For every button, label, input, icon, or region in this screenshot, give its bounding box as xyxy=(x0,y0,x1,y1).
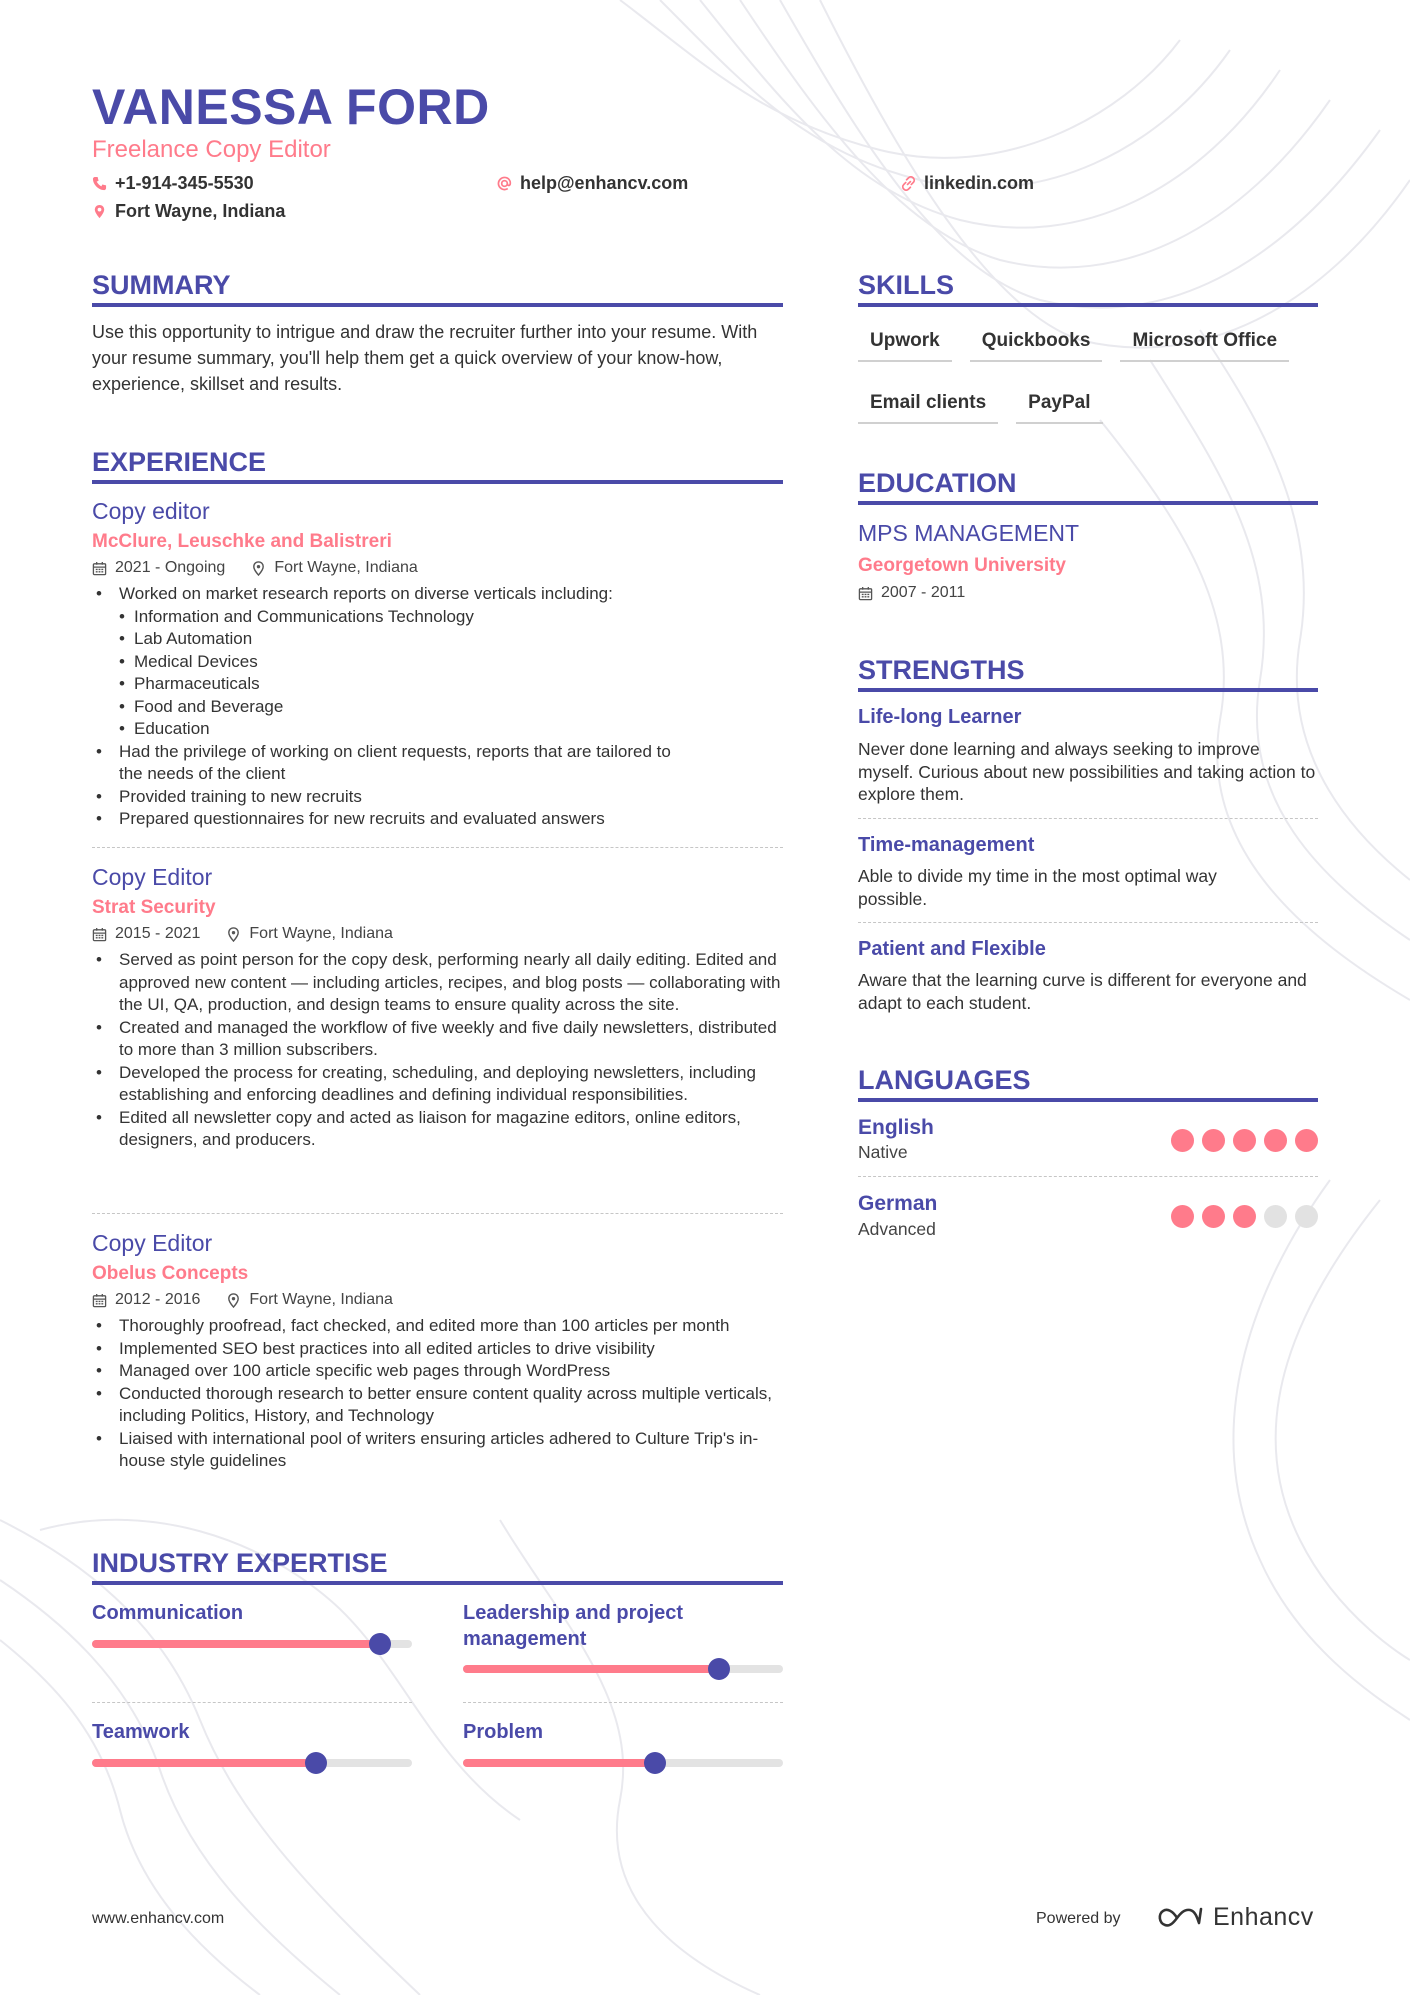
phone-number: +1-914-345-5530 xyxy=(115,173,254,193)
job-role: Copy Editor xyxy=(92,864,213,890)
list-item: • Served as point person for the copy desk, performing nearly all daily editing. Edited and approved new content — including articles, recipes, and blog posts — collaborating with the UI, QA, production, and design teams to ensure quality across the site. xyxy=(92,949,782,1017)
experience-entry xyxy=(92,1230,792,1473)
education-meta xyxy=(858,584,965,602)
job-dates: 2012 - 2016 xyxy=(115,1291,201,1308)
skill-tag: Quickbooks xyxy=(970,330,1103,362)
phone-contact[interactable] xyxy=(92,173,254,194)
candidate-title: Freelance Copy Editor xyxy=(92,136,331,163)
rating-dot xyxy=(1264,1205,1287,1228)
expertise-fill xyxy=(463,1665,719,1673)
strength-title: Patient and Flexible xyxy=(858,938,1046,960)
expertise-label: Leadership and project management xyxy=(463,1602,684,1650)
strength-title: Time-management xyxy=(858,834,1035,856)
skill-tag: Upwork xyxy=(858,330,952,362)
list-item: • Provided training to new recruits xyxy=(92,786,782,809)
education-dates: 2007 - 2011 xyxy=(881,584,966,601)
location-pin-icon xyxy=(226,1293,241,1308)
skill-tag: PayPal xyxy=(1016,392,1102,424)
footer-brand[interactable] xyxy=(1155,1903,1314,1932)
divider xyxy=(92,1213,783,1214)
experience-entry xyxy=(92,864,792,1152)
enhancv-logo-icon xyxy=(1155,1905,1203,1931)
language-rating xyxy=(1171,1205,1318,1228)
calendar-icon xyxy=(92,1293,107,1308)
job-bullets xyxy=(92,583,782,831)
footer-website[interactable]: www.enhancv.com xyxy=(92,1910,225,1927)
language-name: English xyxy=(858,1116,934,1139)
list-item: • Education xyxy=(119,718,782,741)
list-item: • Implemented SEO best practices into all edited articles to drive visibility xyxy=(92,1338,787,1361)
rating-dot xyxy=(1171,1129,1194,1152)
education-heading: EDUCATION xyxy=(858,468,1318,505)
list-item: • Information and Communications Technology xyxy=(119,606,782,629)
language-level: Native xyxy=(858,1142,908,1162)
strength-text: Able to divide my time in the most optimal way possible. xyxy=(858,866,1217,909)
expertise-label: Problem xyxy=(463,1721,544,1743)
list-item: • Edited all newsletter copy and acted as liaison for magazine editors, online editors, designers, and producers. xyxy=(92,1107,782,1152)
education-degree: MPS MANAGEMENT xyxy=(858,520,1080,546)
list-item: • Developed the process for creating, scheduling, and deploying newsletters, including establishing and enforcing deadlines and defining individual responsibilities. xyxy=(92,1062,782,1107)
list-item: • Pharmaceuticals xyxy=(119,673,782,696)
experience-entry xyxy=(92,498,792,831)
strengths-heading: STRENGTHS xyxy=(858,655,1318,692)
industry-expertise-heading: INDUSTRY EXPERTISE xyxy=(92,1548,783,1585)
divider xyxy=(858,922,1318,923)
calendar-icon xyxy=(858,586,873,601)
skill-tag: Microsoft Office xyxy=(1120,330,1289,362)
expertise-slider[interactable] xyxy=(463,1759,783,1767)
expertise-slider[interactable] xyxy=(463,1665,783,1673)
divider xyxy=(92,1702,412,1703)
job-dates: 2021 - Ongoing xyxy=(115,559,226,576)
email-address: help@enhancv.com xyxy=(520,173,689,193)
list-item: • Prepared questionnaires for new recruits and evaluated answers xyxy=(92,808,782,831)
list-item: • Managed over 100 article specific web pages through WordPress xyxy=(92,1360,787,1383)
expertise-fill xyxy=(463,1759,655,1767)
sub-bullets xyxy=(119,606,782,741)
job-dates: 2015 - 2021 xyxy=(115,925,201,942)
linkedin-contact[interactable] xyxy=(901,173,1034,194)
rating-dot xyxy=(1202,1205,1225,1228)
job-location: Fort Wayne, Indiana xyxy=(249,1291,393,1308)
job-meta xyxy=(92,559,792,577)
job-location: Fort Wayne, Indiana xyxy=(249,925,393,942)
languages-heading: LANGUAGES xyxy=(858,1065,1318,1102)
rating-dot xyxy=(1295,1205,1318,1228)
summary-heading: SUMMARY xyxy=(92,270,783,307)
expertise-label: Teamwork xyxy=(92,1721,190,1743)
list-item: • Had the privilege of working on client requests, reports that are tailored to the needs of the client xyxy=(92,741,699,786)
expertise-fill xyxy=(92,1759,316,1767)
skills-heading: SKILLS xyxy=(858,270,1318,307)
calendar-icon xyxy=(92,561,107,576)
expertise-fill xyxy=(92,1640,380,1648)
list-item: • Medical Devices xyxy=(119,651,782,674)
footer-powered-by: Powered by xyxy=(1036,1910,1121,1927)
language-level: Advanced xyxy=(858,1219,936,1239)
job-meta xyxy=(92,925,792,943)
linkedin-url: linkedin.com xyxy=(924,173,1035,193)
expertise-knob[interactable] xyxy=(644,1752,666,1774)
expertise-label: Communication xyxy=(92,1602,244,1624)
expertise-slider[interactable] xyxy=(92,1759,412,1767)
job-company: Obelus Concepts xyxy=(92,1263,249,1284)
strength-text: Aware that the learning curve is different for everyone and adapt to each student. xyxy=(858,970,1307,1013)
phone-icon xyxy=(92,176,107,191)
list-item: • Lab Automation xyxy=(119,628,782,651)
experience-heading: EXPERIENCE xyxy=(92,447,783,484)
location-pin-icon xyxy=(251,561,266,576)
list-item: • Food and Beverage xyxy=(119,696,782,719)
list-item: • Conducted thorough research to better ensure content quality across multiple verticals, including Politics, History, and Technology xyxy=(92,1383,787,1428)
rating-dot xyxy=(1233,1205,1256,1228)
rating-dot xyxy=(1295,1129,1318,1152)
location-pin-icon xyxy=(92,204,107,219)
job-company: McClure, Leuschke and Balistreri xyxy=(92,531,392,552)
location-text: Fort Wayne, Indiana xyxy=(115,201,286,221)
candidate-name: VANESSA FORD xyxy=(92,79,490,135)
divider xyxy=(858,818,1318,819)
location-contact xyxy=(92,201,285,222)
job-bullets xyxy=(92,949,782,1152)
expertise-knob[interactable] xyxy=(369,1633,391,1655)
job-role: Copy Editor xyxy=(92,1230,213,1256)
rating-dot xyxy=(1202,1129,1225,1152)
rating-dot xyxy=(1264,1129,1287,1152)
divider xyxy=(92,847,783,848)
job-bullets xyxy=(92,1315,787,1473)
divider xyxy=(463,1702,783,1703)
list-item: • Created and managed the workflow of five weekly and five daily newsletters, distributed to more than 3 million subscribers. xyxy=(92,1017,782,1062)
job-location: Fort Wayne, Indiana xyxy=(274,559,418,576)
job-meta xyxy=(92,1291,792,1309)
language-rating xyxy=(1171,1129,1318,1152)
skills-list xyxy=(858,330,1328,424)
rating-dot xyxy=(1171,1205,1194,1228)
strength-title: Life-long Learner xyxy=(858,706,1022,728)
divider xyxy=(858,1176,1318,1177)
expertise-knob[interactable] xyxy=(305,1752,327,1774)
calendar-icon xyxy=(92,927,107,942)
email-contact[interactable] xyxy=(497,173,688,194)
education-school: Georgetown University xyxy=(858,555,1066,576)
job-role: Copy editor xyxy=(92,498,210,524)
expertise-slider[interactable] xyxy=(92,1640,412,1648)
skill-tag: Email clients xyxy=(858,392,998,424)
language-name: German xyxy=(858,1192,938,1215)
summary-text: Use this opportunity to intrigue and draw the recruiter further into your resume. With your resume summary, you'll help them get a quick overview of your know-how, experience, skillset and results. xyxy=(92,322,758,394)
expertise-knob[interactable] xyxy=(708,1658,730,1680)
list-item: • Liaised with international pool of writers ensuring articles adhered to Culture Trip's in-house style guidelines xyxy=(92,1428,787,1473)
location-pin-icon xyxy=(226,927,241,942)
job-company: Strat Security xyxy=(92,897,216,918)
strength-text: Never done learning and always seeking to improve myself. Curious about new possibilities and taking action to explore them. xyxy=(858,739,1316,804)
list-item: • Thoroughly proofread, fact checked, and edited more than 100 articles per month xyxy=(92,1315,787,1338)
rating-dot xyxy=(1233,1129,1256,1152)
link-icon xyxy=(901,176,916,191)
list-item: • Worked on market research reports on diverse verticals including: • Information and Communications Technology • Lab Automation • Medical Devices • Pharmaceuticals • Food and Beverage • Education xyxy=(92,583,782,741)
at-icon xyxy=(497,176,512,191)
footer-brand-name: Enhancv xyxy=(1213,1903,1314,1931)
